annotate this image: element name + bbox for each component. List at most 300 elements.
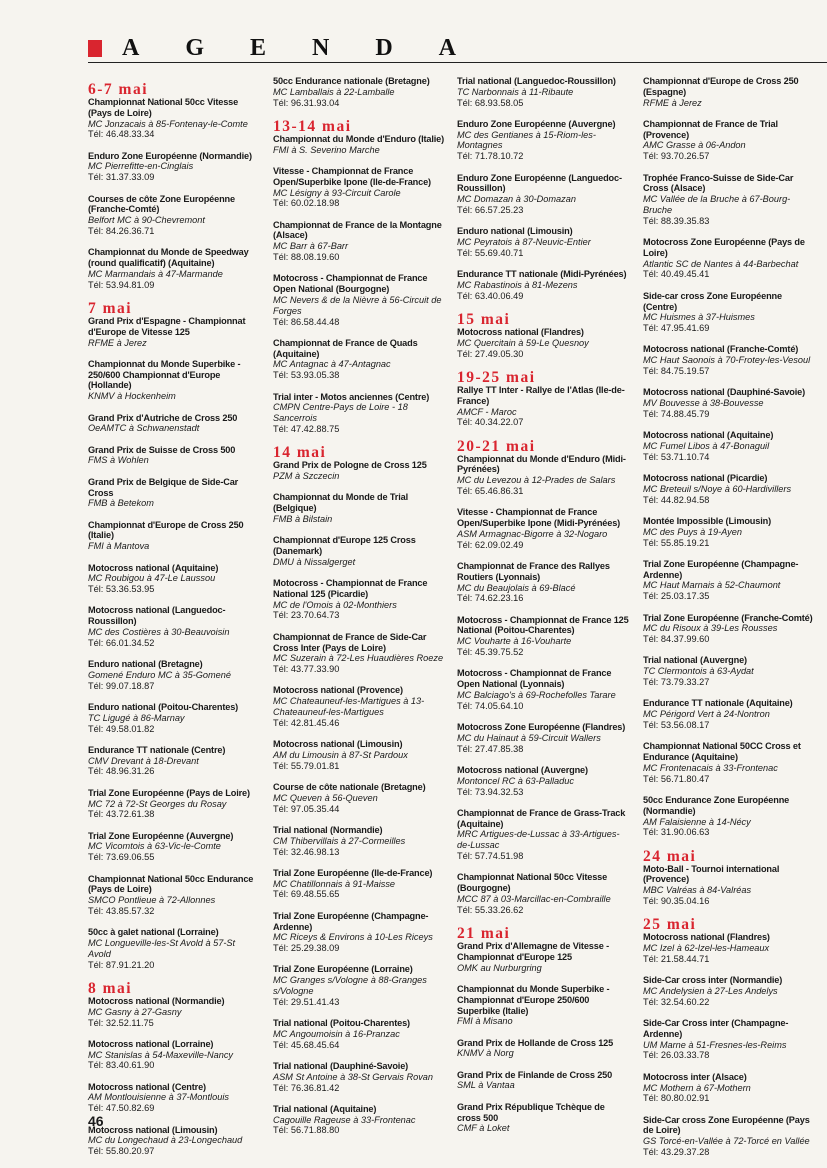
event-phone: Tél: 55.79.01.81 [273,760,340,771]
event-entry [457,984,629,1027]
event-title: Enduro national (Bretagne) [88,659,203,670]
event-organizer: MC 72 à 72-St Georges du Rosay [88,798,227,809]
event-phone: Tél: 62.09.02.49 [457,539,524,550]
event-title: Motocross national (Aquitaine) [88,562,219,573]
event-phone: Tél: 45.39.75.52 [457,647,524,658]
event-organizer: DMU à Nissalgerget [273,556,356,567]
event-phone: Tél: 49.58.01.82 [88,723,155,734]
event-phone: Tél: 73.79.33.27 [643,677,710,688]
event-phone: Tél: 99.07.18.87 [88,680,155,691]
event-entry [273,782,445,814]
event-title: Trial Zone Européenne (Franche-Comté) [643,612,813,623]
event-organizer: MC Chateauneuf-les-Martigues à 13-Chateauneuf-les-Martigues [273,696,425,718]
event-organizer: MCC 87 à 03-Marcillac-en-Combraille [457,893,611,904]
event-organizer: OMK au Nurburgring [457,962,542,973]
event-title: Motocross inter (Alsace) [643,1071,747,1082]
event-title: Trial Zone Européenne (Pays de Loire) [88,787,250,798]
event-entry [457,872,629,915]
event-phone: Tél: 43.85.57.32 [88,905,155,916]
event-phone: Tél: 31.90.06.63 [643,827,710,838]
event-organizer: MC Stanislas à 54-Maxeville-Nancy [88,1049,234,1060]
event-title: Motocross national (Lorraine) [88,1038,214,1049]
event-title: Trial national (Languedoc-Roussillon) [457,76,616,86]
event-organizer: MC Peyratois à 87-Neuvic-Entier [457,237,591,248]
event-phone: Tél: 73.69.06.55 [88,852,155,863]
event-organizer: MC Haut Marnais à 52-Chaumont [643,580,781,591]
event-entry [273,338,445,381]
event-phone: Tél: 90.35.04.16 [643,896,710,907]
event-organizer: AMC Grasse à 06-Andon [643,140,746,151]
event-entry [643,795,815,838]
event-entry [457,119,629,162]
event-title: Grand Prix de Finlande de Cross 250 [457,1069,613,1080]
event-organizer: MC Jonzacais à 85-Fontenay-le-Comte [88,118,248,129]
event-organizer: Belfort MC à 90-Chevremont [88,215,205,226]
event-organizer: MC du Beaujolais à 69-Blacé [457,582,576,593]
event-title: Endurance TT nationale (Midi-Pyrénées) [457,269,627,280]
event-organizer: MC Gasny à 27-Gasny [88,1006,182,1017]
event-entry [273,964,445,1007]
event-phone: Tél: 66.01.34.52 [88,637,155,648]
event-organizer: AMCF - Maroc [457,406,517,417]
event-entry [273,1061,445,1093]
event-phone: Tél: 76.36.81.42 [273,1082,340,1093]
event-entry [88,605,260,648]
event-phone: Tél: 87.91.21.20 [88,959,155,970]
event-entry [457,327,629,359]
event-entry [457,226,629,258]
event-title: Championnat de France de Grass-Track (Aquitaine) [457,807,626,829]
event-organizer: CMPN Centre-Pays de Loire - 18 Sancerrois [273,402,408,424]
event-entry [457,385,629,428]
event-organizer: MC Périgord Vert à 24-Nontron [643,709,770,720]
event-phone: Tél: 86.58.44.48 [273,316,340,327]
event-organizer: TC Ligugé à 86-Marnay [88,712,185,723]
event-organizer: TC Narbonnais à 11-Ribaute [457,86,574,97]
event-phone: Tél: 53.93.05.38 [273,370,340,381]
date-heading: 7 mai [88,299,133,317]
event-entry [88,1125,260,1157]
event-title: Trial Zone Européenne (Auvergne) [88,830,234,841]
event-entry [273,578,445,621]
event-entry [88,563,260,595]
event-entry [643,741,815,784]
event-entry [643,473,815,505]
event-entry [643,387,815,419]
event-organizer: AM du Limousin à 87-St Pardoux [273,749,408,760]
event-phone: Tél: 55.33.26.62 [457,904,524,915]
event-phone: Tél: 74.88.45.79 [643,408,710,419]
page-number: 46 [88,1113,104,1129]
event-entry [88,97,260,140]
event-phone: Tél: 40.34.22.07 [457,417,524,428]
date-heading: 24 mai [643,847,697,865]
event-entry [88,194,260,237]
event-phone: Tél: 47.50.82.69 [88,1103,155,1114]
event-phone: Tél: 32.54.60.22 [643,996,710,1007]
event-entry [273,134,445,156]
date-heading: 14 mai [273,444,327,462]
event-entry [88,445,260,467]
event-phone: Tél: 32.52.11.75 [88,1017,154,1028]
event-organizer: MC Breteuil s/Noye à 60-Hardivillers [643,483,792,494]
event-entry [643,864,815,907]
event-organizer: MC Longueville-les-St Avold à 57-St Avold [88,938,236,959]
event-organizer: MC Queven à 56-Queven [273,792,378,803]
event-phone: Tél: 74.62.23.16 [457,593,524,604]
agenda-column-3 [457,76,629,1145]
event-title: Motocross national (Flandres) [643,932,770,943]
event-organizer: FMI à Mantova [88,541,150,552]
event-phone: Tél: 55.69.40.71 [457,247,524,258]
event-organizer: MC de l'Omois à 02-Monthiers [273,599,397,610]
event-phone: Tél: 97.05.35.44 [273,803,340,814]
event-organizer: MC Frontenacais à 33-Frontenac [643,762,778,773]
header-rule [88,62,827,63]
event-phone: Tél: 68.93.58.05 [457,97,524,108]
event-title: Motocross national (Languedoc-Roussillon) [88,605,226,627]
agenda-column-4 [643,76,815,1168]
event-title: Grand Prix République Tchèque de cross 500 [457,1101,605,1123]
event-phone: Tél: 43.77.33.90 [273,664,340,675]
event-title: Motocross - Championnat de France Open National (Bourgogne) [273,273,428,295]
event-entry [273,685,445,728]
event-organizer: RFME à Jerez [88,337,147,348]
event-phone: Tél: 83.40.61.90 [88,1060,155,1071]
event-title: Endurance TT nationale (Centre) [88,744,226,755]
event-organizer: FMS à Wohlen [88,455,149,466]
event-organizer: MC Granges s/Vologne à 88-Granges s/Vologne [273,975,427,996]
event-organizer: Cagouille Rageuse à 33-Frontenac [273,1114,416,1125]
event-phone: Tél: 84.37.99.60 [643,634,710,645]
agenda-column-1 [88,76,260,1167]
event-organizer: MC Quercitain à 59-Le Quesnoy [457,337,589,348]
event-phone: Tél: 93.70.26.57 [643,151,710,162]
event-entry [88,927,260,970]
event-phone: Tél: 66.57.25.23 [457,204,524,215]
event-phone: Tél: 44.82.94.58 [643,494,710,505]
event-organizer: KNMV à Norg [457,1048,514,1059]
event-phone: Tél: 43.72.61.38 [88,809,155,820]
event-phone: Tél: 47.42.88.75 [273,423,340,434]
event-organizer: MC du Levezou à 12-Prades de Salars [457,475,616,486]
event-title: Side-car cross Zone Européenne (Centre) [643,290,782,312]
event-title: Montée Impossible (Limousin) [643,516,772,526]
event-phone: Tél: 42.81.45.46 [273,717,340,728]
event-entry [643,613,815,645]
event-phone: Tél: 21.58.44.71 [643,953,710,964]
event-entry [273,460,445,482]
event-organizer: MC du Risoux à 39-Les Rousses [643,623,778,634]
event-phone: Tél: 69.48.55.65 [273,889,340,900]
event-organizer: KNMV à Hockenheim [88,391,176,402]
event-title: Championnat National 50CC Cross et Endurance (Aquitaine) [643,741,801,763]
event-title: Motocross national (Flandres) [457,327,584,338]
event-title: Motocross national (Auvergne) [457,764,588,775]
date-heading: 13-14 mai [273,117,352,135]
event-title: Enduro Zone Européenne (Auvergne) [457,118,616,129]
event-organizer: MC Huismes à 37-Huismes [643,312,755,323]
event-organizer: ASM St Antoine à 38-St Gervais Rovan [273,1071,434,1082]
event-organizer: RFME à Jerez [643,97,702,108]
event-phone: Tél: 23.70.64.73 [273,610,340,621]
event-organizer: AM Falaisienne à 14-Nécy [643,816,751,827]
event-phone: Tél: 55.85.19.21 [643,537,710,548]
event-title: Trophée Franco-Suisse de Side-Car Cross (Alsace) [643,172,794,194]
event-organizer: MC du Hainaut à 59-Circuit Wallers [457,732,601,743]
event-entry [457,173,629,216]
page-header [88,35,827,61]
event-organizer: MC Chatillonnais à 91-Maisse [273,878,396,889]
event-title: Trial Zone Européenne (Champagne-Ardenne) [643,558,799,580]
event-entry [88,1082,260,1114]
event-organizer: MC Izel à 62-Izel-les-Hameaux [643,943,770,954]
event-organizer: SML à Vantaa [457,1080,515,1091]
event-entry [643,932,815,964]
event-phone: Tél: 74.05.64.10 [457,700,524,711]
event-entry [643,559,815,602]
event-title: Trial national (Normandie) [273,824,383,835]
event-entry [88,247,260,290]
event-organizer: FMB à Betekom [88,498,154,509]
event-title: Grand Prix d'Allemagne de Vitesse - Championnat d'Europe 125 [457,941,609,962]
event-title: Championnat du Monde de Speedway (round qualificatif) (Aquitaine) [88,247,249,269]
event-title: Side-Car cross inter (Normandie) [643,975,783,986]
event-entry [273,739,445,771]
event-organizer: SMCO Pontlieue à 72-Allonnes [88,895,216,906]
event-title: Championnat d'Europe 125 Cross (Danemark) [273,535,416,556]
event-title: 50cc Endurance nationale (Bretagne) [273,76,430,86]
event-phone: Tél: 53.56.08.17 [643,719,710,730]
event-title: Motocross national (Provence) [273,685,403,696]
red-square-mark [88,40,102,57]
event-title: Side-Car Cross inter (Champagne-Ardenne) [643,1018,789,1039]
event-title: Championnat du Monde d'Enduro (Midi-Pyrénées) [457,453,626,475]
event-title: Motocross - Championnat de France Open National (Lyonnais) [457,668,612,690]
event-title: Championnat du Monde Superbike - 250/600 Championnat d'Europe (Hollande) [88,358,241,391]
event-phone: Tél: 80.80.02.91 [643,1093,710,1104]
event-entry [273,392,445,435]
event-organizer: MC Haut Saonois à 70-Frotey-les-Vesoul [643,355,811,366]
event-title: Grand Prix de Hollande de Cross 125 [457,1037,614,1048]
date-heading: 20-21 mai [457,437,536,455]
event-organizer: MC des Gentianes à 15-Riom-les-Montagnes [457,129,596,151]
event-phone: Tél: 45.68.45.64 [273,1039,340,1050]
event-title: Championnat de France de Side-Car Cross Inter (Pays de Loire) [273,631,427,653]
event-entry [457,561,629,604]
event-phone: Tél: 27.47.85.38 [457,743,524,754]
event-organizer: MC Lésigny à 93-Circuit Carole [273,187,401,198]
event-title: Enduro Zone Européenne (Languedoc-Roussillon) [457,172,622,194]
event-entry [88,745,260,777]
event-title: Enduro national (Poitou-Charentes) [88,701,239,712]
event-title: Championnat de France de Trial (Provence) [643,118,778,140]
event-organizer: FMI à Misano [457,1016,513,1027]
event-entry [457,722,629,754]
event-phone: Tél: 56.71.80.47 [643,773,710,784]
event-organizer: MC des Costières à 30-Beauvoisin [88,626,230,637]
event-phone: Tél: 63.40.06.49 [457,290,524,301]
event-entry [88,874,260,917]
event-entry [457,941,629,973]
event-title: Trial national (Auvergne) [643,655,747,666]
event-organizer: AM Montlouisienne à 37-Montlouis [88,1092,229,1103]
event-phone: Tél: 55.80.20.97 [88,1146,155,1157]
event-organizer: MC Vouharte à 16-Vouharte [457,636,572,647]
event-phone: Tél: 53.36.53.95 [88,584,155,595]
event-organizer: MC Roubigou à 47-Le Laussou [88,573,216,584]
event-title: Championnat National 50cc Endurance (Pays de Loire) [88,873,254,895]
event-entry [643,1072,815,1104]
event-phone: Tél: 53.94.81.09 [88,279,155,290]
event-organizer: MC Barr à 67-Barr [273,241,349,252]
date-heading: 19-25 mai [457,368,536,386]
event-entry [273,76,445,108]
event-entry [273,220,445,263]
event-phone: Tél: 53.71.10.74 [643,451,710,462]
event-title: Grand Prix de Suisse de Cross 500 [88,444,236,455]
event-title: Championnat National 50cc Vitesse (Pays de Loire) [88,97,239,118]
event-organizer: MC Balciago's à 69-Rochefolles Tarare [457,689,616,700]
event-entry [88,316,260,348]
event-entry [643,516,815,548]
event-organizer: MC Pierrefitte-en-Cinglais [88,161,194,172]
event-organizer: MC Antagnac à 47-Antagnac [273,359,391,370]
event-entry [643,698,815,730]
event-title: Motocross national (Limousin) [273,739,403,750]
event-title: Trial inter - Motos anciennes (Centre) [273,391,430,402]
event-phone: Tél: 48.96.31.26 [88,766,155,777]
event-entry [457,507,629,550]
event-title: Motocross - Championnat de France 125 National (Poitou-Charentes) [457,614,629,636]
event-entry [457,808,629,862]
event-phone: Tél: 88.08.19.60 [273,252,340,263]
event-title: Championnat du Monde Superbike - Championnat d'Europe 250/600 Superbike (Italie) [457,983,610,1016]
event-phone: Tél: 47.95.41.69 [643,323,710,334]
event-title: Motocross Zone Européenne (Flandres) [457,722,626,733]
event-title: Championnat d'Europe de Cross 250 (Espagne) [643,76,799,97]
event-organizer: ASM Armagnac-Bigorre à 32-Nogaro [457,528,608,539]
event-entry [643,237,815,280]
event-title: Championnat du Monde d'Enduro (Italie) [273,133,445,144]
event-entry [457,269,629,301]
event-phone: Tél: 25.03.17.35 [643,591,710,602]
event-phone: Tél: 29.51.41.43 [273,996,340,1007]
event-phone: Tél: 73.94.32.53 [457,786,524,797]
event-title: Motocross national (Normandie) [88,995,225,1006]
event-entry [273,911,445,954]
event-phone: Tél: 71.78.10.72 [457,151,524,162]
event-organizer: MC Rabastinois à 81-Mezens [457,279,578,290]
event-entry [643,76,815,108]
event-title: Course de côte nationale (Bretagne) [273,782,426,793]
event-title: 50cc à galet national (Lorraine) [88,927,219,938]
event-entry [88,151,260,183]
event-title: Moto-Ball - Tournoi international (Provence) [643,863,780,885]
event-title: Championnat National 50cc Vitesse (Bourgogne) [457,872,608,894]
event-organizer: MC Vallée de la Bruche à 67-Bourg-Bruche [643,194,791,215]
event-title: Endurance TT nationale (Aquitaine) [643,698,793,709]
event-phone: Tél: 96.31.93.04 [273,97,340,108]
event-title: Championnat d'Europe de Cross 250 (Italie) [88,519,244,541]
event-title: Motocross national (Centre) [88,1081,206,1092]
event-title: Grand Prix de Belgique de Side-Car Cross [88,476,239,498]
event-entry [273,632,445,675]
event-entry [457,615,629,658]
event-title: Grand Prix de Pologne de Cross 125 [273,460,427,471]
event-organizer: MC Vicomtois à 63-Vic-le-Comte [88,841,221,852]
event-phone: Tél: 65.46.86.31 [457,486,524,497]
event-entry [88,831,260,863]
event-title: Motocross national (Dauphiné-Savoie) [643,387,806,398]
event-entry [643,119,815,162]
event-organizer: CM Thibervillais à 27-Cormeilles [273,835,406,846]
event-title: Championnat du Monde de Trial (Belgique) [273,492,408,514]
event-entry [457,454,629,497]
event-title: Rallye TT Inter - Rallye de l'Atlas (Ile-de-France) [457,384,625,406]
event-entry [643,173,815,227]
event-organizer: FMI à S. Severino Marche [273,144,380,155]
date-heading: 21 mai [457,925,511,943]
event-entry [643,1018,815,1061]
event-organizer: MC Angoumoisin à 16-Pranzac [273,1028,400,1039]
event-entry [273,868,445,900]
event-organizer: Atlantic SC de Nantes à 44-Barbechat [643,258,799,269]
event-entry [457,765,629,797]
event-entry [88,659,260,691]
event-phone: Tél: 27.49.05.30 [457,348,524,359]
event-phone: Tél: 31.37.33.09 [88,172,155,183]
event-entry [88,788,260,820]
date-heading: 25 mai [643,916,697,934]
event-title: Trial national (Dauphiné-Savoie) [273,1060,409,1071]
event-organizer: MC Riceys & Environs à 10-Les Riceys [273,932,433,943]
event-organizer: OeAMTC à Schwanenstadt [88,423,200,434]
date-heading: 6-7 mai [88,81,149,98]
event-entry [643,430,815,462]
event-entry [643,655,815,687]
event-title: Courses de côte Zone Européenne (Franche-Comté) [88,193,235,215]
event-organizer: MC Marmandais à 47-Marmande [88,268,223,279]
event-organizer: MC des Puys à 19-Ayen [643,526,742,537]
event-organizer: MBC Valréas à 84-Valréas [643,885,752,896]
event-title: Motocross national (Franche-Comté) [643,344,799,355]
event-organizer: FMB à Bilstain [273,513,333,524]
event-organizer: CMF à Loket [457,1123,510,1134]
event-title: Trial Zone Européenne (Lorraine) [273,964,413,975]
event-phone: Tél: 25.29.38.09 [273,943,340,954]
event-entry [457,1070,629,1092]
event-title: Motocross - Championnat de France National 125 (Picardie) [273,578,428,599]
event-entry [643,975,815,1007]
event-entry [88,520,260,552]
event-entry [88,359,260,402]
event-organizer: MC Fumel Libos à 47-Bonaguil [643,441,770,452]
event-phone: Tél: 40.49.45.41 [643,269,710,280]
event-phone: Tél: 84.26.36.71 [88,225,155,236]
event-title: Championnat de France des Rallyes Routiers (Lyonnais) [457,561,610,582]
event-entry [457,1038,629,1060]
event-phone: Tél: 60.02.18.98 [273,198,340,209]
event-entry [88,996,260,1028]
event-organizer: MC Lamballais à 22-Lamballe [273,86,395,97]
event-title: Trial national (Poitou-Charentes) [273,1018,410,1029]
event-entry [88,1039,260,1071]
event-title: Motocross national (Limousin) [88,1124,218,1135]
event-entry [273,492,445,524]
event-entry [457,76,629,108]
event-title: Grand Prix d'Autriche de Cross 250 [88,412,238,423]
